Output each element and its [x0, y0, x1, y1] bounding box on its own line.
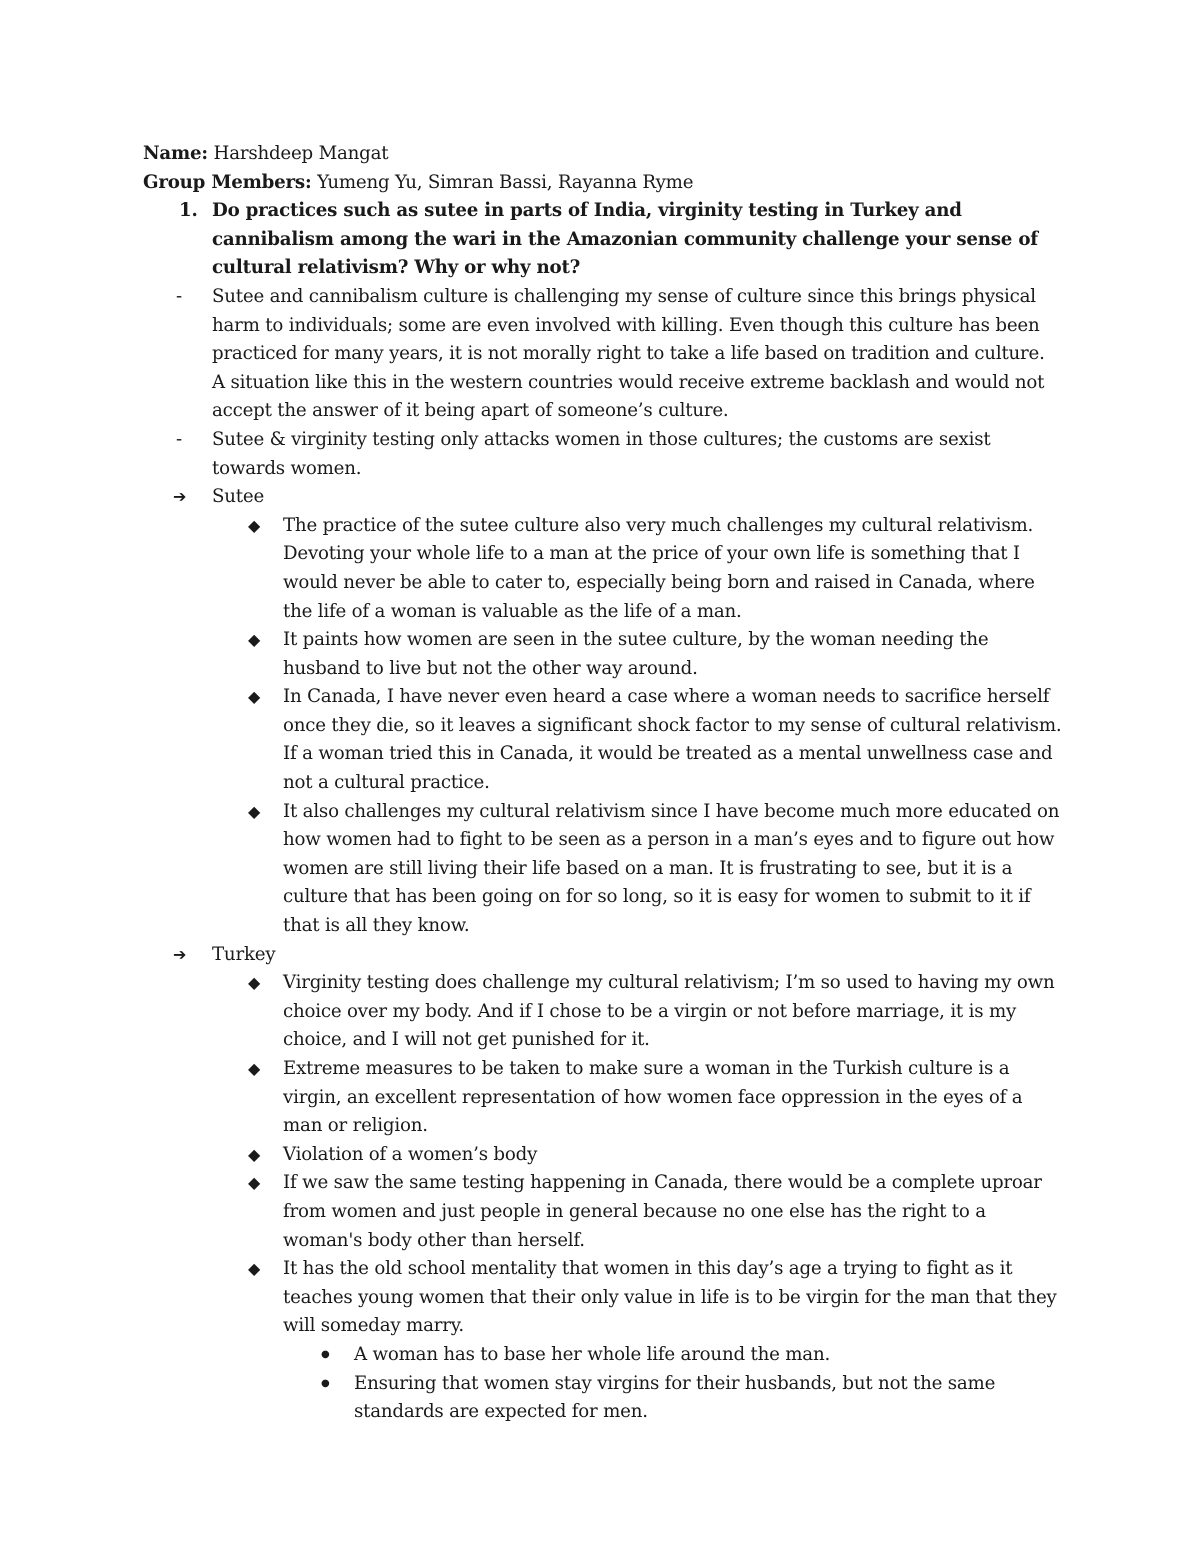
dot-bullet-icon: ● — [321, 1348, 330, 1360]
bullet-text: It paints how women are seen in the sutee culture, by the woman needing the husband to live but not the other way around. — [283, 629, 989, 679]
dash-item-text: Sutee and cannibalism culture is challenging my sense of culture since this brings physical harm to individuals; some are even involved with killing. Even though this culture has been practiced for many years, it is not morally right to take a life based on tradition and culture. A situation like this in the western countries would receive extreme backlash and would not accept the answer of it being apart of someone’s culture. — [212, 285, 1045, 422]
bullet-text: The practice of the sutee culture also very much challenges my cultural relativism. Devoting your whole life to a man at the price of your own life is something that I would never be able to cater to, especially being born and raised in Canada, where the life of a woman is valuable as the life of a man. — [283, 514, 1035, 622]
document-body — [143, 140, 1063, 1427]
question-number: 1. — [179, 200, 198, 222]
bullet-item — [143, 683, 1063, 797]
arrow-icon: ➔ — [173, 487, 187, 507]
bullet-text: Extreme measures to be taken to make sure a woman in the Turkish culture is a virgin, an excellent representation of how women face oppression in the eyes of a man or religion. — [283, 1058, 1023, 1137]
bullet-item — [143, 1169, 1063, 1255]
diamond-bullet-icon: ◆ — [248, 801, 261, 821]
dash-item — [143, 426, 1063, 483]
diamond-bullet-icon: ◆ — [248, 1144, 261, 1164]
question-item — [143, 197, 1063, 283]
bullet-item — [143, 1255, 1063, 1341]
name-line — [143, 140, 1063, 169]
bullet-item — [143, 798, 1063, 941]
diamond-bullet-icon: ◆ — [248, 630, 261, 650]
section-heading-sutee — [143, 483, 1063, 512]
bullet-text: It also challenges my cultural relativism since I have become much more educated on how women had to fight to be seen as a person in a man’s eyes and to figure out how women are still living their life based on a man. It is frustrating to see, but it is a culture that has been going on for so long, so it is easy for women to submit to it if that is all they know. — [283, 800, 1060, 937]
section-heading-turkey — [143, 941, 1063, 970]
diamond-bullet-icon: ◆ — [248, 973, 261, 993]
diamond-bullet-icon: ◆ — [248, 515, 261, 535]
bullet-item — [143, 1055, 1063, 1141]
section-title: Turkey — [212, 943, 276, 965]
sub-bullet-item — [143, 1341, 1063, 1370]
group-members-line — [143, 169, 1063, 198]
dash-marker: - — [176, 285, 182, 307]
bullet-item — [143, 969, 1063, 1055]
sub-bullet-text: A woman has to base her whole life around the man. — [354, 1343, 831, 1365]
dot-bullet-icon: ● — [321, 1377, 330, 1389]
group-members-value: Yumeng Yu, Simran Bassi, Rayanna Ryme — [317, 171, 694, 193]
dash-marker: - — [176, 428, 182, 450]
bullet-text: It has the old school mentality that women in this day’s age a trying to fight as it teaches young women that their only value in life is to be virgin for the man that they will someday marry. — [283, 1258, 1057, 1337]
group-members-label: Group Members: — [143, 171, 312, 193]
bullet-item — [143, 626, 1063, 683]
sub-bullet-item — [143, 1370, 1063, 1427]
name-value: Harshdeep Mangat — [213, 143, 389, 164]
diamond-bullet-icon: ◆ — [248, 687, 261, 707]
dash-item — [143, 283, 1063, 426]
diamond-bullet-icon: ◆ — [248, 1059, 261, 1078]
bullet-text: If we saw the same testing happening in Canada, there would be a complete uproar from women and just people in general because no one else has the right to a woman's body other than herself. — [283, 1172, 1042, 1251]
bullet-item — [143, 1141, 1063, 1170]
bullet-item — [143, 512, 1063, 626]
name-label: Name: — [143, 143, 208, 164]
arrow-icon: ➔ — [173, 944, 187, 964]
section-title: Sutee — [212, 486, 265, 508]
diamond-bullet-icon: ◆ — [248, 1259, 261, 1279]
dash-item-text: Sutee & virginity testing only attacks women in those cultures; the customs are sexist towards women. — [212, 428, 991, 479]
question-text: Do practices such as sutee in parts of India, virginity testing in Turkey and cannibalism among the wari in the Amazonian community challenge your sense of cultural relativism? Why or why not? — [212, 200, 1038, 279]
bullet-text: Violation of a women’s body — [283, 1143, 538, 1165]
diamond-bullet-icon: ◆ — [248, 1173, 261, 1193]
bullet-text: In Canada, I have never even heard a case where a woman needs to sacrifice herself once they die, so it leaves a significant shock factor to my sense of cultural relativism. If a woman tried this in Canada, it would be treated as a mental unwellness case and not a cultural practice. — [283, 686, 1062, 794]
bullet-text: Virginity testing does challenge my cultural relativism; I’m so used to having my own choice over my body. And if I chose to be a virgin or not before marriage, it is my choice, and I will not get punished for it. — [283, 972, 1055, 1051]
sub-bullet-text: Ensuring that women stay virgins for their husbands, but not the same standards are expected for men. — [354, 1372, 996, 1423]
